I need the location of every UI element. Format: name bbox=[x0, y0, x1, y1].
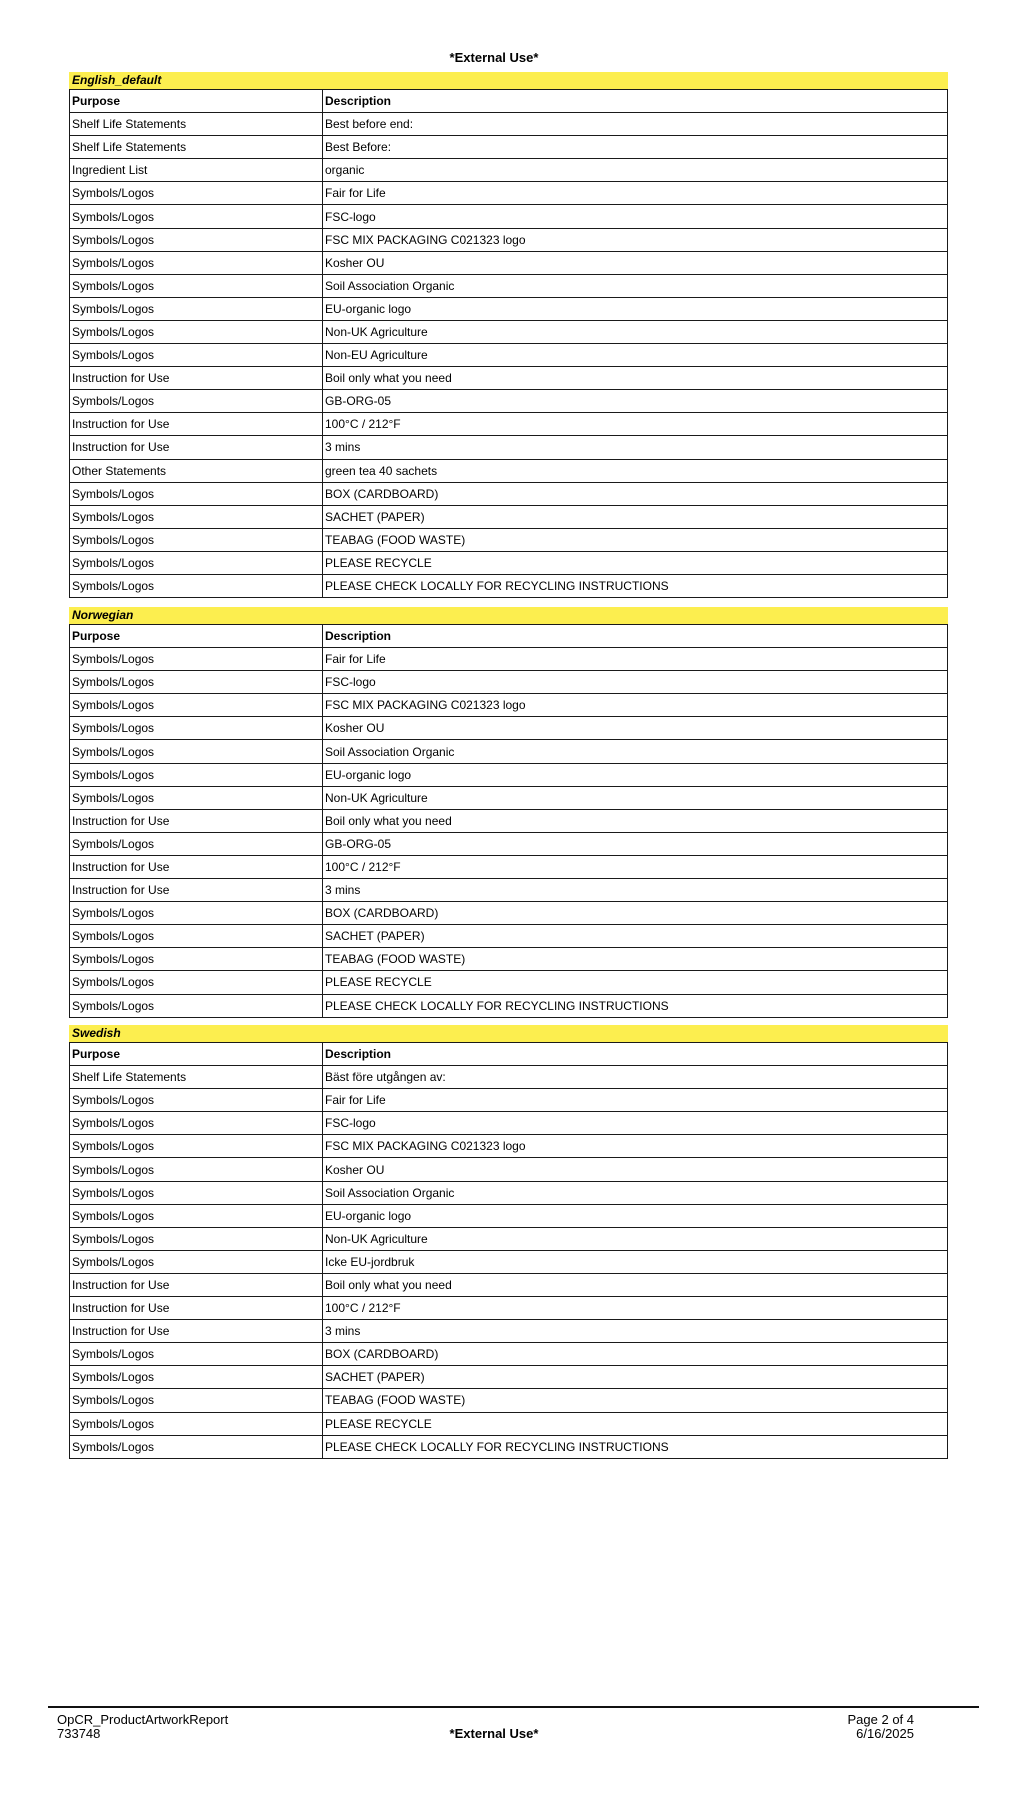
purpose-cell: Symbols/Logos bbox=[70, 528, 323, 551]
column-header-purpose: Purpose bbox=[70, 625, 323, 648]
purpose-cell: Ingredient List bbox=[70, 159, 323, 182]
table-row bbox=[70, 1204, 948, 1227]
table-header-row bbox=[70, 90, 948, 113]
table-row bbox=[70, 694, 948, 717]
description-cell: PLEASE CHECK LOCALLY FOR RECYCLING INSTRUCTIONS bbox=[323, 1435, 948, 1458]
footer-report-name: OpCR_ProductArtworkReport bbox=[57, 1712, 229, 1727]
statements-table bbox=[69, 89, 948, 598]
description-cell: TEABAG (FOOD WASTE) bbox=[323, 1389, 948, 1412]
description-cell: green tea 40 sachets bbox=[323, 459, 948, 482]
description-cell: PLEASE CHECK LOCALLY FOR RECYCLING INSTRUCTIONS bbox=[323, 574, 948, 597]
table-row bbox=[70, 971, 948, 994]
table-row bbox=[70, 551, 948, 574]
purpose-cell: Symbols/Logos bbox=[70, 1181, 323, 1204]
description-cell: SACHET (PAPER) bbox=[323, 1366, 948, 1389]
description-cell: GB-ORG-05 bbox=[323, 390, 948, 413]
table-row bbox=[70, 786, 948, 809]
table-row bbox=[70, 136, 948, 159]
table-row bbox=[70, 228, 948, 251]
description-cell: FSC MIX PACKAGING C021323 logo bbox=[323, 694, 948, 717]
table-row bbox=[70, 159, 948, 182]
purpose-cell: Symbols/Logos bbox=[70, 1250, 323, 1273]
purpose-cell: Symbols/Logos bbox=[70, 390, 323, 413]
description-cell: Bäst före utgången av: bbox=[323, 1066, 948, 1089]
footer-date: 6/16/2025 bbox=[856, 1726, 914, 1741]
description-cell: PLEASE RECYCLE bbox=[323, 1412, 948, 1435]
purpose-cell: Shelf Life Statements bbox=[70, 136, 323, 159]
purpose-cell: Other Statements bbox=[70, 459, 323, 482]
purpose-cell: Symbols/Logos bbox=[70, 1135, 323, 1158]
description-cell: PLEASE CHECK LOCALLY FOR RECYCLING INSTRUCTIONS bbox=[323, 994, 948, 1017]
purpose-cell: Symbols/Logos bbox=[70, 344, 323, 367]
description-cell: Fair for Life bbox=[323, 1089, 948, 1112]
table-row bbox=[70, 879, 948, 902]
purpose-cell: Symbols/Logos bbox=[70, 902, 323, 925]
table-row bbox=[70, 274, 948, 297]
description-cell: BOX (CARDBOARD) bbox=[323, 482, 948, 505]
table-row bbox=[70, 1366, 948, 1389]
description-cell: Fair for Life bbox=[323, 182, 948, 205]
description-cell: Non-UK Agriculture bbox=[323, 320, 948, 343]
table-row bbox=[70, 1320, 948, 1343]
table-row bbox=[70, 855, 948, 878]
table-row bbox=[70, 113, 948, 136]
language-section bbox=[69, 1025, 948, 1459]
description-cell: FSC-logo bbox=[323, 1112, 948, 1135]
description-cell: Non-EU Agriculture bbox=[323, 344, 948, 367]
description-cell: Boil only what you need bbox=[323, 367, 948, 390]
table-row bbox=[70, 1158, 948, 1181]
table-row bbox=[70, 367, 948, 390]
description-cell: EU-organic logo bbox=[323, 763, 948, 786]
purpose-cell: Symbols/Logos bbox=[70, 1112, 323, 1135]
table-row bbox=[70, 1135, 948, 1158]
purpose-cell: Symbols/Logos bbox=[70, 763, 323, 786]
table-row bbox=[70, 1273, 948, 1296]
description-cell: 100°C / 212°F bbox=[323, 413, 948, 436]
purpose-cell: Symbols/Logos bbox=[70, 205, 323, 228]
description-cell: TEABAG (FOOD WASTE) bbox=[323, 528, 948, 551]
footer-page-number: Page 2 of 4 bbox=[847, 1712, 914, 1727]
table-row bbox=[70, 459, 948, 482]
column-header-purpose: Purpose bbox=[70, 1043, 323, 1066]
purpose-cell: Instruction for Use bbox=[70, 855, 323, 878]
purpose-cell: Symbols/Logos bbox=[70, 648, 323, 671]
description-cell: Icke EU-jordbruk bbox=[323, 1250, 948, 1273]
purpose-cell: Symbols/Logos bbox=[70, 740, 323, 763]
description-cell: 3 mins bbox=[323, 1320, 948, 1343]
description-cell: Soil Association Organic bbox=[323, 1181, 948, 1204]
description-cell: Kosher OU bbox=[323, 717, 948, 740]
description-cell: SACHET (PAPER) bbox=[323, 925, 948, 948]
description-cell: EU-organic logo bbox=[323, 1204, 948, 1227]
purpose-cell: Symbols/Logos bbox=[70, 717, 323, 740]
description-cell: Boil only what you need bbox=[323, 809, 948, 832]
table-row bbox=[70, 528, 948, 551]
purpose-cell: Instruction for Use bbox=[70, 1297, 323, 1320]
description-cell: FSC-logo bbox=[323, 205, 948, 228]
purpose-cell: Symbols/Logos bbox=[70, 228, 323, 251]
purpose-cell: Symbols/Logos bbox=[70, 832, 323, 855]
column-header-description: Description bbox=[323, 625, 948, 648]
statements-table bbox=[69, 1042, 948, 1459]
description-cell: Kosher OU bbox=[323, 1158, 948, 1181]
purpose-cell: Symbols/Logos bbox=[70, 320, 323, 343]
table-row bbox=[70, 809, 948, 832]
purpose-cell: Instruction for Use bbox=[70, 1320, 323, 1343]
description-cell: GB-ORG-05 bbox=[323, 832, 948, 855]
description-cell: Best before end: bbox=[323, 113, 948, 136]
description-cell: PLEASE RECYCLE bbox=[323, 551, 948, 574]
footer-right bbox=[780, 1713, 914, 1741]
table-row bbox=[70, 671, 948, 694]
purpose-cell: Symbols/Logos bbox=[70, 1389, 323, 1412]
table-row bbox=[70, 182, 948, 205]
column-header-description: Description bbox=[323, 1043, 948, 1066]
description-cell: BOX (CARDBOARD) bbox=[323, 1343, 948, 1366]
table-row bbox=[70, 740, 948, 763]
purpose-cell: Shelf Life Statements bbox=[70, 113, 323, 136]
language-header: Swedish bbox=[69, 1025, 948, 1042]
purpose-cell: Symbols/Logos bbox=[70, 1227, 323, 1250]
purpose-cell: Symbols/Logos bbox=[70, 251, 323, 274]
page-title: *External Use* bbox=[449, 50, 539, 65]
purpose-cell: Symbols/Logos bbox=[70, 274, 323, 297]
description-cell: EU-organic logo bbox=[323, 297, 948, 320]
table-row bbox=[70, 1343, 948, 1366]
purpose-cell: Shelf Life Statements bbox=[70, 1066, 323, 1089]
table-row bbox=[70, 648, 948, 671]
purpose-cell: Instruction for Use bbox=[70, 413, 323, 436]
description-cell: 100°C / 212°F bbox=[323, 1297, 948, 1320]
table-row bbox=[70, 925, 948, 948]
description-cell: 3 mins bbox=[323, 436, 948, 459]
table-row bbox=[70, 297, 948, 320]
description-cell: Soil Association Organic bbox=[323, 740, 948, 763]
purpose-cell: Symbols/Logos bbox=[70, 505, 323, 528]
description-cell: 100°C / 212°F bbox=[323, 855, 948, 878]
description-cell: PLEASE RECYCLE bbox=[323, 971, 948, 994]
column-header-purpose: Purpose bbox=[70, 90, 323, 113]
description-cell: FSC MIX PACKAGING C021323 logo bbox=[323, 228, 948, 251]
purpose-cell: Symbols/Logos bbox=[70, 694, 323, 717]
purpose-cell: Symbols/Logos bbox=[70, 786, 323, 809]
table-row bbox=[70, 832, 948, 855]
language-section bbox=[69, 607, 948, 1018]
footer-report-id: 733748 bbox=[57, 1726, 101, 1741]
description-cell: FSC-logo bbox=[323, 671, 948, 694]
table-row bbox=[70, 251, 948, 274]
table-row bbox=[70, 436, 948, 459]
description-cell: 3 mins bbox=[323, 879, 948, 902]
description-cell: FSC MIX PACKAGING C021323 logo bbox=[323, 1135, 948, 1158]
table-row bbox=[70, 505, 948, 528]
table-row bbox=[70, 1089, 948, 1112]
purpose-cell: Instruction for Use bbox=[70, 1273, 323, 1296]
table-row bbox=[70, 902, 948, 925]
table-row bbox=[70, 1112, 948, 1135]
purpose-cell: Symbols/Logos bbox=[70, 574, 323, 597]
description-cell: SACHET (PAPER) bbox=[323, 505, 948, 528]
table-row bbox=[70, 320, 948, 343]
purpose-cell: Symbols/Logos bbox=[70, 994, 323, 1017]
description-cell: TEABAG (FOOD WASTE) bbox=[323, 948, 948, 971]
description-cell: Boil only what you need bbox=[323, 1273, 948, 1296]
purpose-cell: Symbols/Logos bbox=[70, 1204, 323, 1227]
table-row bbox=[70, 574, 948, 597]
purpose-cell: Instruction for Use bbox=[70, 436, 323, 459]
table-row bbox=[70, 1412, 948, 1435]
language-header: English_default bbox=[69, 72, 948, 89]
footer-classification: *External Use* bbox=[449, 1726, 539, 1741]
description-cell: Fair for Life bbox=[323, 648, 948, 671]
description-cell: Soil Association Organic bbox=[323, 274, 948, 297]
description-cell: Best Before: bbox=[323, 136, 948, 159]
language-section bbox=[69, 72, 948, 598]
table-row bbox=[70, 1066, 948, 1089]
description-cell: BOX (CARDBOARD) bbox=[323, 902, 948, 925]
description-cell: Kosher OU bbox=[323, 251, 948, 274]
description-cell: Non-UK Agriculture bbox=[323, 786, 948, 809]
statements-table bbox=[69, 624, 948, 1018]
purpose-cell: Symbols/Logos bbox=[70, 1366, 323, 1389]
table-row bbox=[70, 1435, 948, 1458]
table-row bbox=[70, 1181, 948, 1204]
table-row bbox=[70, 413, 948, 436]
table-row bbox=[70, 482, 948, 505]
table-row bbox=[70, 1250, 948, 1273]
table-row bbox=[70, 1297, 948, 1320]
description-cell: organic bbox=[323, 159, 948, 182]
table-row bbox=[70, 205, 948, 228]
description-cell: Non-UK Agriculture bbox=[323, 1227, 948, 1250]
purpose-cell: Symbols/Logos bbox=[70, 1435, 323, 1458]
purpose-cell: Symbols/Logos bbox=[70, 1089, 323, 1112]
table-header-row bbox=[70, 625, 948, 648]
purpose-cell: Symbols/Logos bbox=[70, 482, 323, 505]
table-row bbox=[70, 1389, 948, 1412]
table-header-row bbox=[70, 1043, 948, 1066]
footer-divider bbox=[48, 1706, 979, 1708]
table-row bbox=[70, 717, 948, 740]
language-header: Norwegian bbox=[69, 607, 948, 624]
table-row bbox=[70, 390, 948, 413]
purpose-cell: Symbols/Logos bbox=[70, 551, 323, 574]
table-row bbox=[70, 763, 948, 786]
purpose-cell: Symbols/Logos bbox=[70, 948, 323, 971]
purpose-cell: Instruction for Use bbox=[70, 879, 323, 902]
table-row bbox=[70, 1227, 948, 1250]
purpose-cell: Instruction for Use bbox=[70, 367, 323, 390]
purpose-cell: Symbols/Logos bbox=[70, 1343, 323, 1366]
purpose-cell: Symbols/Logos bbox=[70, 671, 323, 694]
purpose-cell: Symbols/Logos bbox=[70, 1158, 323, 1181]
purpose-cell: Symbols/Logos bbox=[70, 971, 323, 994]
table-row bbox=[70, 344, 948, 367]
purpose-cell: Symbols/Logos bbox=[70, 925, 323, 948]
table-row bbox=[70, 948, 948, 971]
purpose-cell: Symbols/Logos bbox=[70, 1412, 323, 1435]
column-header-description: Description bbox=[323, 90, 948, 113]
purpose-cell: Symbols/Logos bbox=[70, 182, 323, 205]
purpose-cell: Symbols/Logos bbox=[70, 297, 323, 320]
purpose-cell: Instruction for Use bbox=[70, 809, 323, 832]
table-row bbox=[70, 994, 948, 1017]
